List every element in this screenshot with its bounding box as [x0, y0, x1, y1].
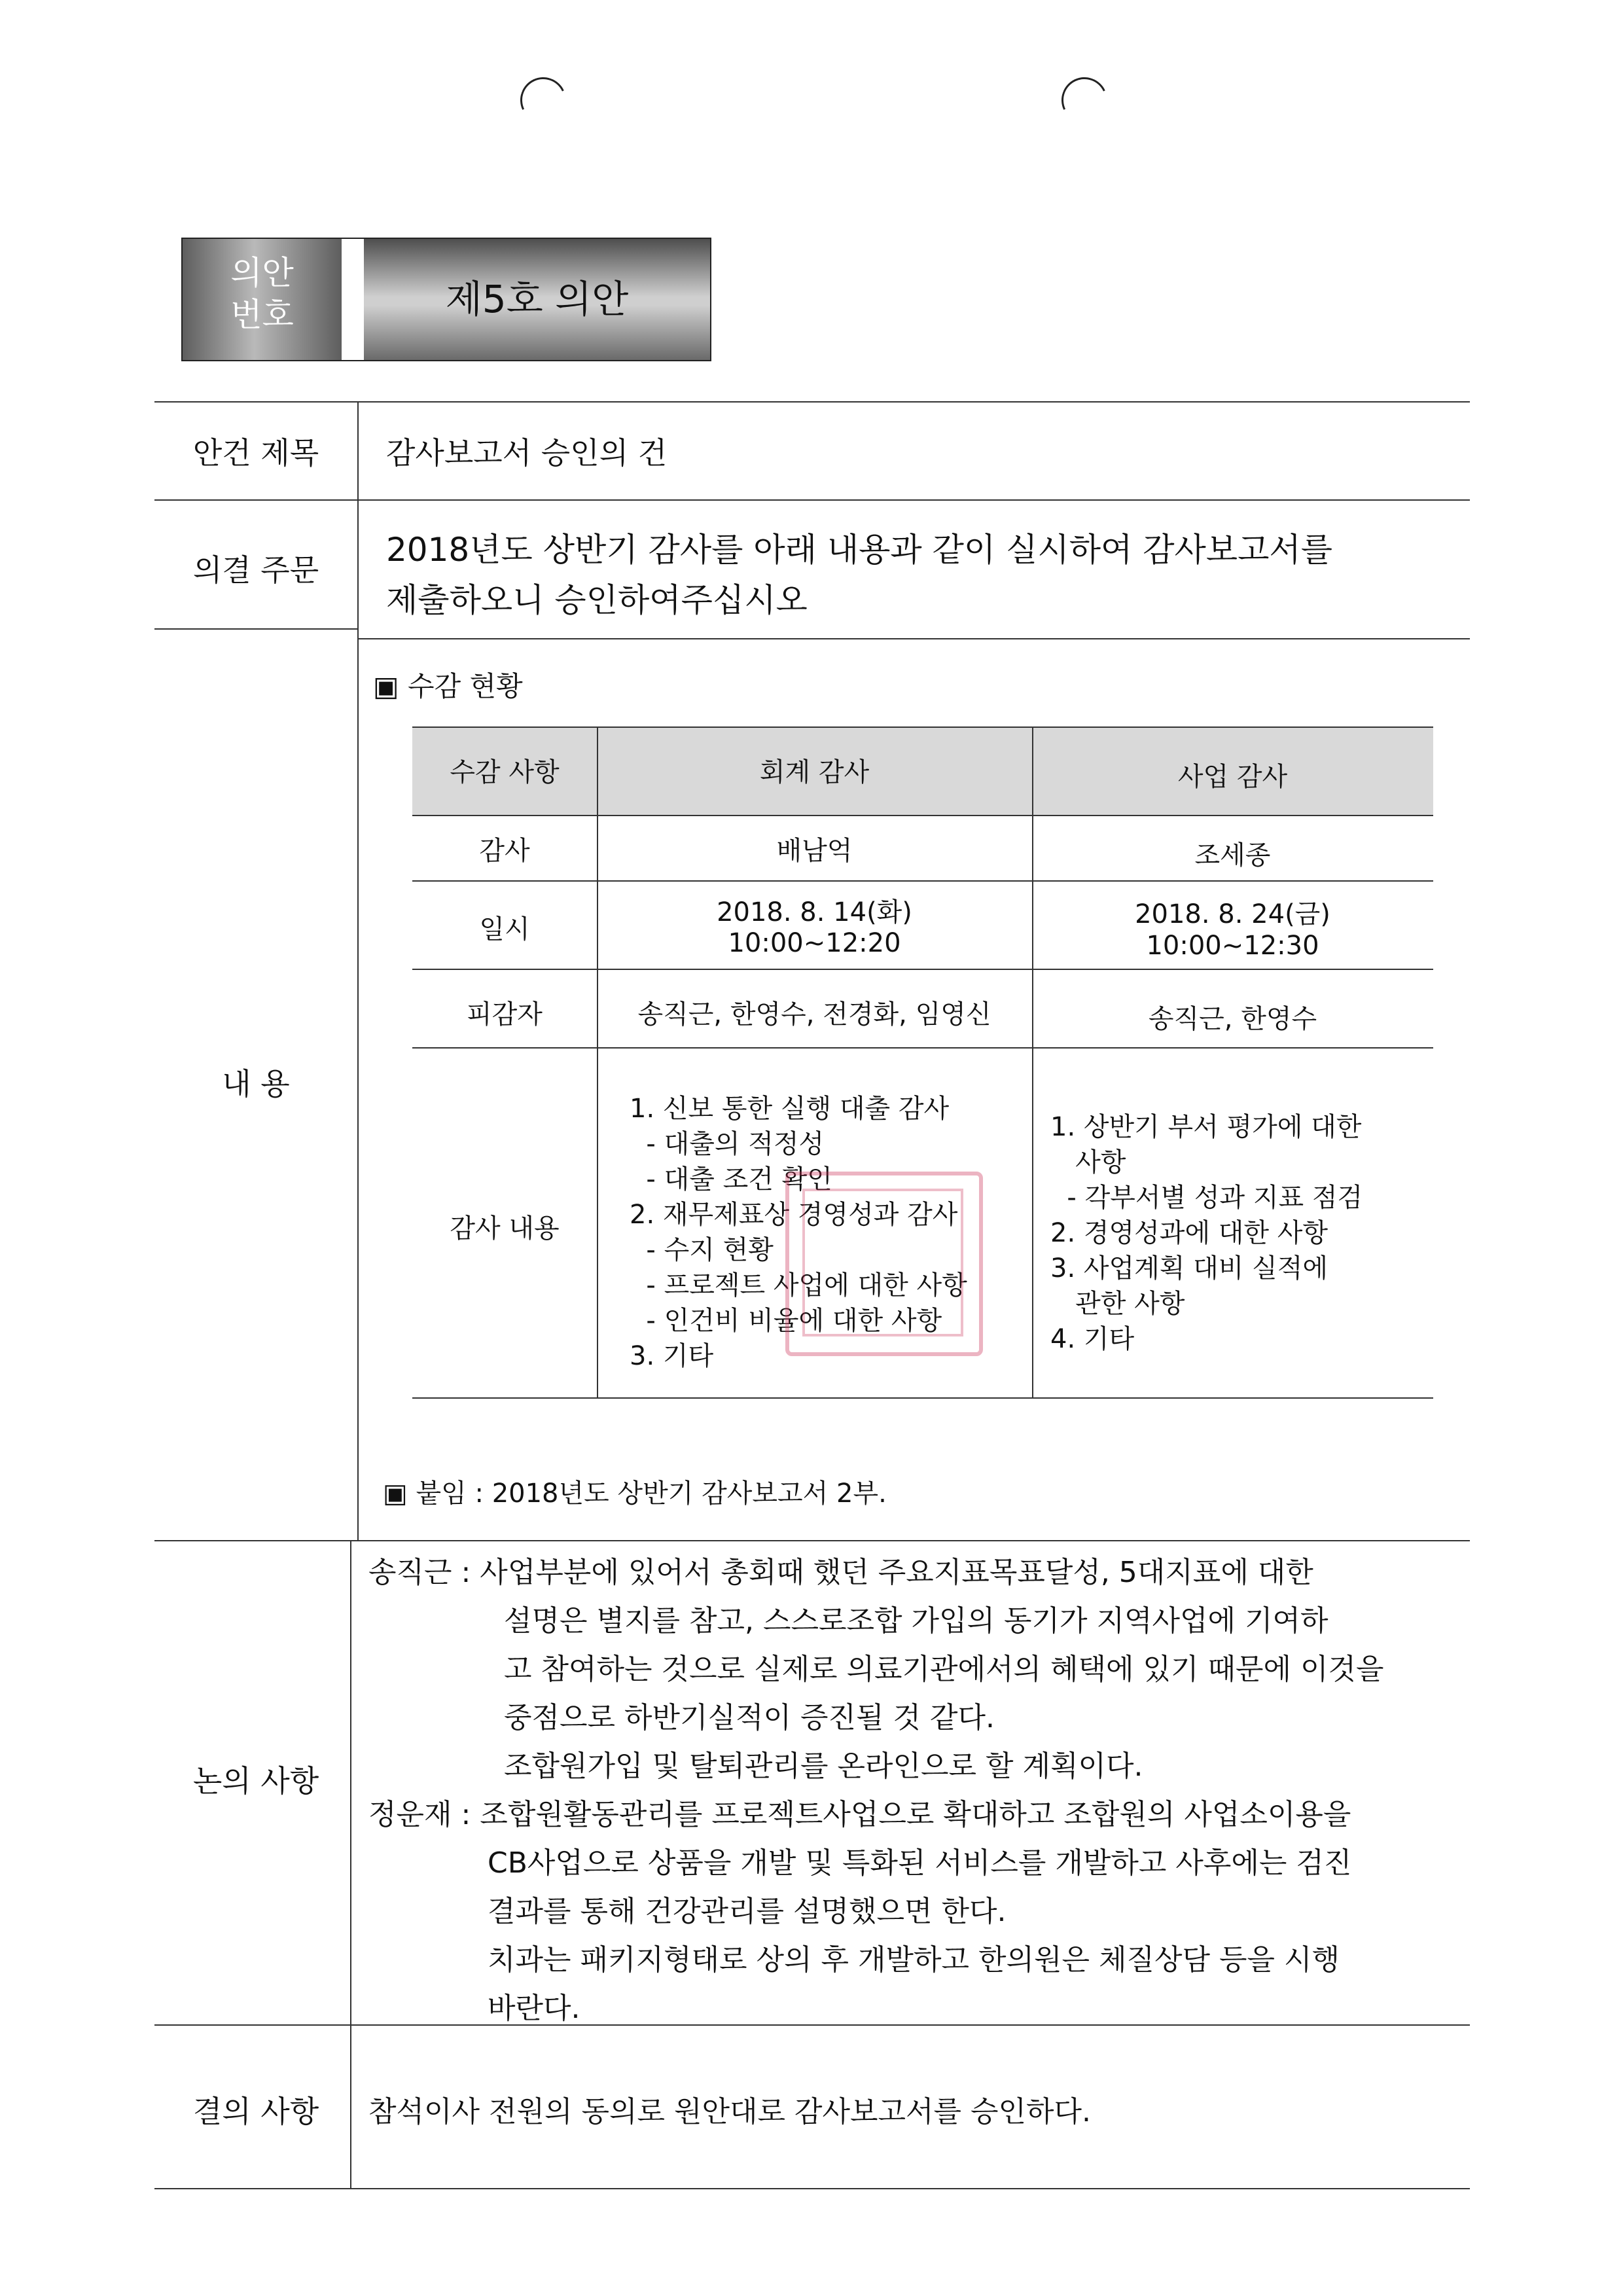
accounting-item: - 대출의 적정성 — [630, 1129, 825, 1159]
attachment-note: ▣ 붙임 : 2018년도 상반기 감사보고서 2부. — [383, 1479, 887, 1509]
row-divider-discussion — [154, 2024, 1470, 2026]
discussion-line: 정운재 : 조합원활동관리를 프로젝트사업으로 확대하고 조합원의 사업소이용을 — [368, 1798, 1351, 1831]
accounting-item: 1. 신보 통한 실행 대출 감사 — [630, 1094, 950, 1124]
punch-hole-left — [514, 71, 573, 130]
audit-table-col1-divider — [597, 726, 598, 1397]
business-item: 관한 사항 — [1050, 1289, 1185, 1319]
audit-table-col2-divider — [1032, 726, 1033, 1397]
business-item: 2. 경영성과에 대한 사항 — [1050, 1218, 1329, 1248]
form-bottom-border — [154, 2188, 1470, 2189]
punch-hole-right — [1055, 71, 1114, 130]
accounting-item: 2. 재무제표상 경영성과 감사 — [630, 1200, 958, 1230]
accounting-item: 3. 기타 — [630, 1341, 714, 1371]
date-accounting: 2018. 8. 14(화) — [717, 897, 912, 927]
row-divider-resolution-right — [357, 638, 1470, 639]
audit-table-row1-bottom — [412, 880, 1433, 882]
date-business: 2018. 8. 24(금) — [1135, 899, 1330, 929]
decision-label: 결의 사항 — [192, 2094, 319, 2129]
agenda-number: 제5호 의안 — [445, 277, 629, 321]
agenda-badge-label-box — [183, 239, 342, 360]
agenda-badge-label — [183, 252, 342, 336]
audit-table-top — [412, 726, 1433, 728]
auditees-label: 피감자 — [467, 999, 543, 1030]
time-accounting: 10:00~12:20 — [728, 928, 901, 958]
audit-table-header-bottom — [412, 815, 1433, 816]
title-label: 안건 제목 — [192, 435, 319, 471]
resolution-line2: 제출하오니 승인하여주십시오 — [386, 581, 808, 619]
discussion-line: 조합원가입 및 탈퇴관리를 온라인으로 할 계획이다. — [504, 1749, 1143, 1783]
accounting-item: - 프로젝트 사업에 대한 사항 — [630, 1270, 967, 1300]
agenda-badge — [181, 238, 711, 361]
business-item: 3. 사업계획 대비 실적에 — [1050, 1253, 1329, 1283]
title-value: 감사보고서 승인의 건 — [386, 435, 668, 471]
date-label: 일시 — [479, 914, 530, 944]
form-top-border — [154, 401, 1470, 403]
business-item: 사항 — [1050, 1147, 1126, 1177]
discussion-line: CB사업으로 상품을 개발 및 특화된 서비스를 개발하고 사후에는 검진 — [488, 1846, 1352, 1880]
row-divider-content — [154, 1540, 1470, 1541]
seal-stamp — [785, 1172, 983, 1356]
row-divider-title — [154, 499, 1470, 501]
table-header-business: 사업 감사 — [1177, 762, 1288, 792]
business-item: 4. 기타 — [1050, 1324, 1135, 1354]
business-item: 1. 상반기 부서 평가에 대한 — [1050, 1112, 1362, 1142]
accounting-item: - 수지 현황 — [630, 1235, 774, 1265]
discussion-line: 송직근 : 사업부분에 있어서 총회때 했던 주요지표목표달성, 5대지표에 대한 — [368, 1556, 1313, 1589]
audit-table-row2-bottom — [412, 969, 1433, 970]
audit-table-row3-bottom — [412, 1047, 1433, 1049]
discussion-line: 치과는 패키지형태로 상의 후 개발하고 한의원은 체질상담 등을 시행 — [488, 1943, 1340, 1977]
decision-value: 참석이사 전원의 동의로 원안대로 감사보고서를 승인하다. — [368, 2095, 1092, 2128]
agenda-badge-number-box — [364, 239, 710, 360]
agenda-label-line2: 번호 — [230, 296, 294, 334]
discussion-line: 설명은 별지를 참고, 스스로조합 가입의 동기가 지역사업에 기여하 — [504, 1604, 1329, 1638]
audit-status-heading: ▣ 수감 현황 — [373, 670, 523, 702]
details-label: 감사 내용 — [450, 1213, 560, 1244]
discussion-line: 중점으로 하반기실적이 증진될 것 같다. — [504, 1701, 995, 1734]
audit-table-bottom — [412, 1397, 1433, 1399]
table-header-item: 수감 사항 — [450, 757, 560, 787]
accounting-item: - 인건비 비율에 대한 사항 — [630, 1306, 942, 1336]
resolution-line1: 2018년도 상반기 감사를 아래 내용과 같이 실시하여 감사보고서를 — [386, 531, 1332, 569]
table-header-accounting: 회계 감사 — [759, 757, 870, 787]
agenda-label-line1: 의안 — [230, 254, 294, 292]
accounting-item: - 대출 조건 확인 — [630, 1164, 832, 1194]
auditor-business: 조세종 — [1194, 840, 1271, 870]
resolution-label: 의결 주문 — [192, 552, 319, 588]
content-label: 내 용 — [222, 1066, 290, 1102]
time-business: 10:00~12:30 — [1146, 931, 1319, 961]
row-divider-resolution — [154, 628, 357, 630]
discussion-line: 결과를 통해 건강관리를 설명했으면 한다. — [488, 1895, 1007, 1928]
auditor-label: 감사 — [479, 836, 530, 866]
auditees-accounting: 송직근, 한영수, 전경화, 임영신 — [637, 999, 991, 1030]
discussion-line: 고 참여하는 것으로 실제로 의료기관에서의 혜택에 있기 때문에 이것을 — [504, 1653, 1384, 1686]
auditor-accounting: 배남억 — [776, 836, 853, 866]
business-item: - 각부서별 성과 지표 점검 — [1050, 1183, 1363, 1213]
discussion-label: 논의 사항 — [192, 1763, 319, 1799]
form-label-divider — [357, 401, 359, 1540]
discussion-line: 바란다. — [488, 1992, 580, 2025]
auditees-business: 송직근, 한영수 — [1148, 1004, 1317, 1034]
